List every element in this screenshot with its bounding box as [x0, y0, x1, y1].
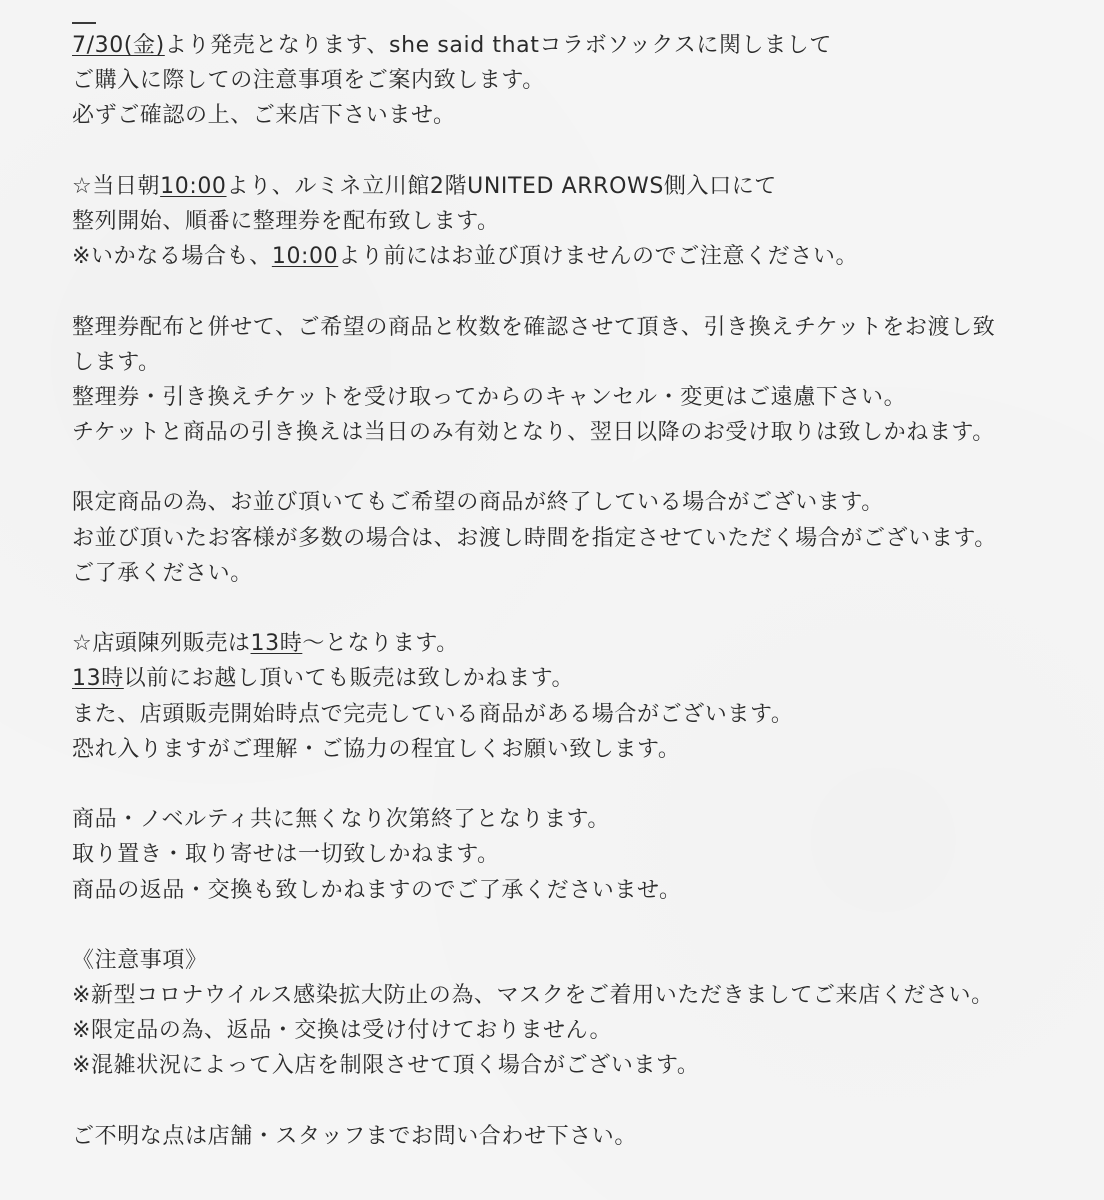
- ticket-line-1: 整理券配布と併せて、ご希望の商品と枚数を確認させて頂き、引き換えチケットをお渡し致: [72, 314, 996, 340]
- ticket-line-3: 整理券・引き換えチケットを受け取ってからのキャンセル・変更はご遠慮下さい。: [72, 384, 907, 410]
- limited-line-3: ご了承ください。: [72, 560, 253, 586]
- queue-line-3: [72, 239, 1072, 274]
- blank-line: [72, 274, 1072, 309]
- caution-line-3: ※混雑状況によって入店を制限させて頂く場合がございます。: [72, 1053, 700, 1079]
- intro-line-1: [72, 28, 1072, 63]
- warning-prefix: ※いかなる場合も、: [72, 244, 272, 270]
- caution-line-2: ※限定品の為、返品・交換は受け付けておりません。: [72, 1018, 613, 1044]
- instore-line-4: 恐れ入りますがご理解・ご協力の程宜しくお願い致します。: [72, 736, 681, 762]
- time-link-13-2[interactable]: 13時: [72, 666, 124, 692]
- time-link-10am-2[interactable]: 10:00: [271, 244, 339, 270]
- text-cursor: [72, 22, 96, 24]
- stock-line-3: 商品の返品・交換も致しかねますのでご了承くださいませ。: [72, 877, 682, 903]
- blank-line: [72, 908, 1072, 943]
- instore-line-3: また、店頭販売開始時点で完売している商品がある場合がございます。: [72, 701, 794, 727]
- limited-line-1: 限定商品の為、お並び頂いてもご希望の商品が終了している場合がございます。: [72, 490, 884, 516]
- queue-prefix: ☆当日朝: [72, 173, 161, 199]
- ticket-line-2: します。: [72, 349, 161, 375]
- instore-prefix: ☆店頭陳列販売は: [72, 631, 251, 657]
- time-link-13[interactable]: 13時: [250, 631, 303, 657]
- instore-line-2: [72, 661, 1072, 696]
- limited-line-2: お並び頂いたお客様が多数の場合は、お渡し時間を指定させていただく場合がございます。: [72, 525, 997, 551]
- release-date: 7/30(金): [72, 33, 165, 58]
- blank-line: [72, 1084, 1072, 1119]
- queue-line-2: 整列開始、順番に整理券を配布致します。: [72, 208, 500, 234]
- blank-line: [72, 134, 1072, 169]
- stock-line-2: 取り置き・取り寄せは一切致しかねます。: [72, 842, 500, 868]
- note-body[interactable]: [72, 28, 1072, 1154]
- caution-heading: 《注意事項》: [72, 947, 208, 973]
- blank-line: [72, 767, 1072, 802]
- time-link-10am[interactable]: 10:00: [160, 173, 227, 199]
- instore-suffix: 〜となります。: [302, 631, 459, 657]
- contact-line: ご不明な点は店舗・スタッフまでお問い合わせ下さい。: [72, 1123, 638, 1149]
- warning-text: より前にはお並び頂けませんのでご注意ください。: [338, 244, 859, 270]
- instore-line-1: [72, 626, 1072, 661]
- caution-line-1: ※新型コロナウイルス感染拡大防止の為、マスクをご着用いただきましてご来店ください。: [72, 983, 994, 1009]
- intro-text: より発売となります、she said thatコラボソックスに関しまして: [164, 33, 832, 58]
- queue-line-1: [72, 169, 1072, 204]
- blank-line: [72, 450, 1072, 485]
- instore-text: 以前にお越し頂いても販売は致しかねます。: [123, 666, 575, 692]
- queue-location: より、ルミネ立川館2階UNITED ARROWS側入口にて: [226, 173, 777, 199]
- intro-line-2: ご購入に際しての注意事項をご案内致します。: [72, 68, 545, 94]
- intro-line-3: 必ずご確認の上、ご来店下さいませ。: [72, 103, 456, 129]
- stock-line-1: 商品・ノベルティ共に無くなり次第終了となります。: [72, 807, 611, 833]
- ticket-line-4: チケットと商品の引き換えは当日のみ有効となり、翌日以降のお受け取りは致しかねます。: [72, 420, 995, 446]
- blank-line: [72, 591, 1072, 626]
